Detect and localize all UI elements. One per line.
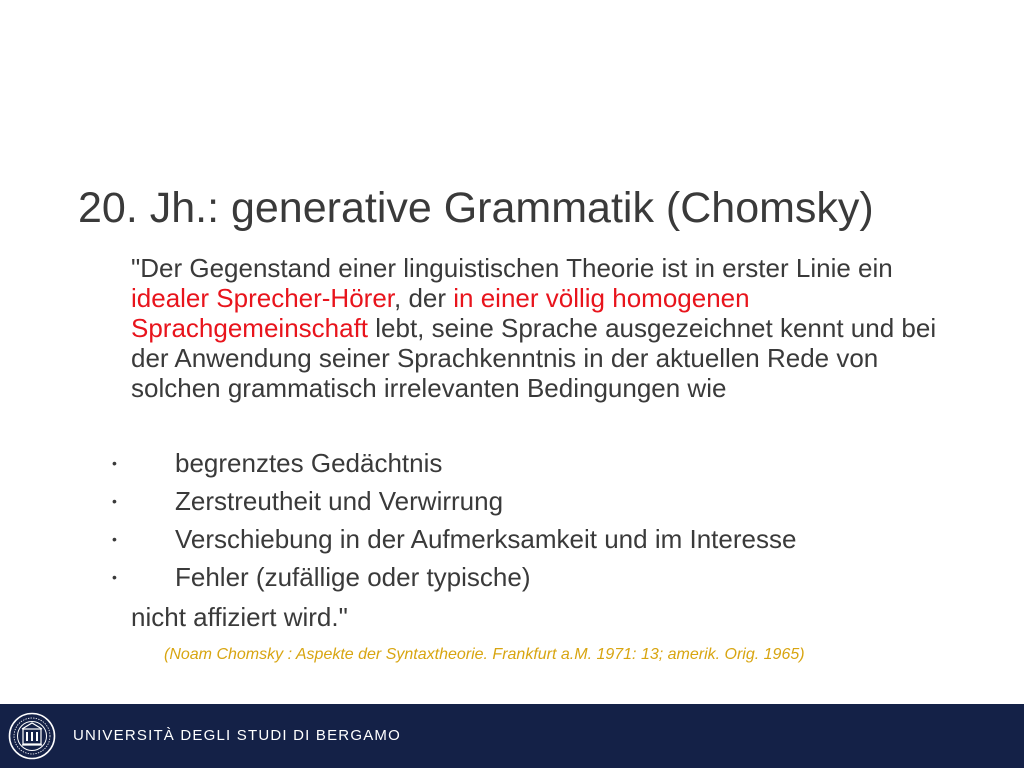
footer-bar [0,704,1024,768]
quote-closing: nicht affiziert wird." [131,602,348,632]
bullet-icon: • [112,531,117,547]
quote-text-3: lebt, seine Sprache ausgezeichnet kennt und bei der Anwendung seiner Sprachkenntnis in der aktuellen Rede von solchen grammatisch irrelevanten Bedingungen wie [131,313,937,403]
slide-title: 20. Jh.: generative Grammatik (Chomsky) [78,184,874,232]
university-name: UNIVERSITÀ DEGLI STUDI DI BERGAMO [73,727,401,744]
bullet-text: Verschiebung in der Aufmerksamkeit und im Interesse [175,524,797,554]
bullet-icon: • [112,493,117,509]
bullet-icon: • [112,569,117,585]
quote-paragraph [131,253,951,403]
quote-highlight-speaker: idealer Sprecher-Hörer [131,283,395,313]
bullet-icon: • [112,455,117,471]
quote-text-2: , der [394,283,454,313]
bullet-text: Zerstreutheit und Verwirrung [175,486,504,516]
bullet-text: Fehler (zufällige oder typische) [175,562,531,592]
quote-highlight-community: in einer völlig homogenen Sprachgemeinschaft [131,283,750,343]
university-seal-icon [8,712,56,760]
bullet-text: begrenztes Gedächtnis [175,448,443,478]
quote-text-1: "Der Gegenstand einer linguistischen Theorie ist in erster Linie ein [131,253,893,283]
citation: (Noam Chomsky : Aspekte der Syntaxtheorie. Frankfurt a.M. 1971: 13; amerik. Orig. 1965) [164,646,805,663]
